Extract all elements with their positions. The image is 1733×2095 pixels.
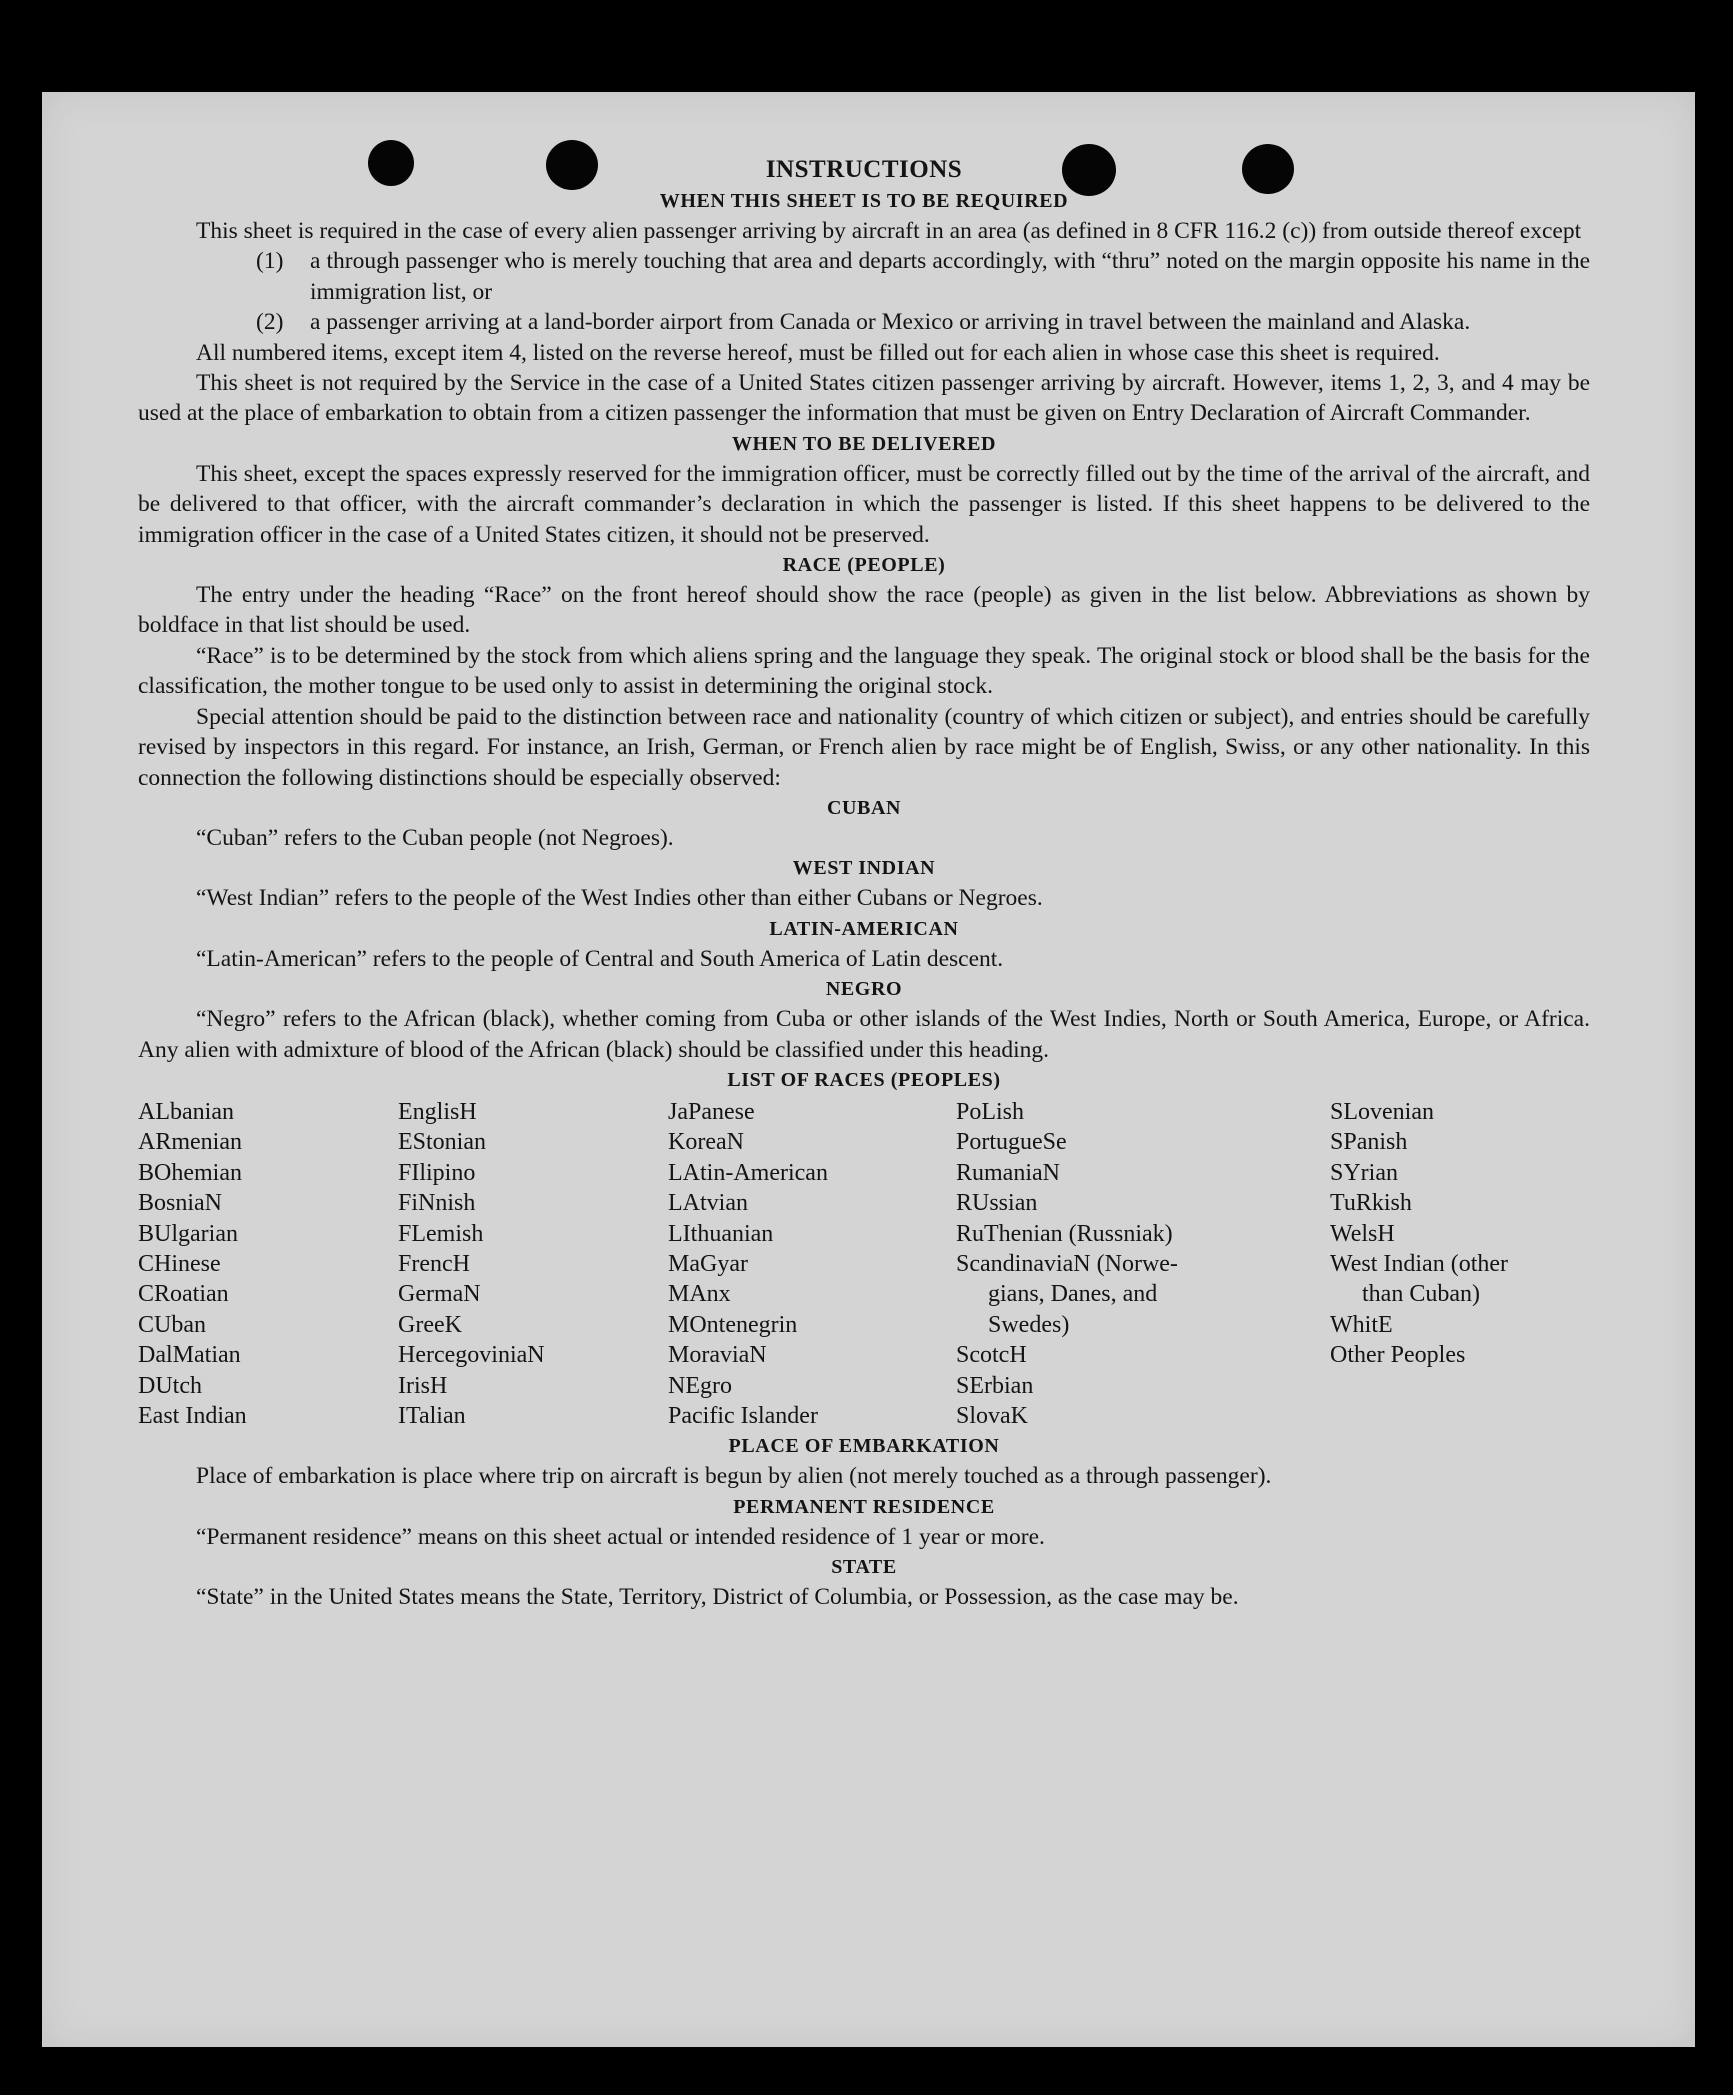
paragraph: “State” in the United States means the State, Territory, District of Columbia, or Possession, as the case may be. xyxy=(196,1584,1239,1611)
paragraph: This sheet, except the spaces expressly reserved for the immigration officer, must be correctly filled out by the time of the arrival of the aircraft, and be delivered to that officer, with the aircraft commander’s declaration in which the passenger is listed. If this sheet happens to be delivered to the immigration officer in the case of a United States citizen, it should not be preserved. xyxy=(138,460,1590,548)
document-page xyxy=(42,92,1695,2047)
section-heading-permanent-residence: PERMANENT RESIDENCE xyxy=(733,1495,995,1518)
race-item: Other Peoples xyxy=(1330,1342,1466,1369)
section-heading-when-delivered: WHEN TO BE DELIVERED xyxy=(731,432,997,455)
section-heading-race: RACE (PEOPLE) xyxy=(782,554,946,577)
race-item: LIthuanian xyxy=(668,1220,774,1247)
section-heading-latin-american: LATIN-AMERICAN xyxy=(769,917,959,940)
race-item: ALbanian xyxy=(138,1098,234,1125)
race-item: BUlgarian xyxy=(138,1220,238,1247)
race-item: GermaN xyxy=(398,1281,481,1308)
race-item-continued: than Cuban) xyxy=(1362,1281,1480,1308)
race-item: WelsH xyxy=(1330,1220,1395,1247)
item-number: (1) xyxy=(256,248,284,275)
race-item: ScandinaviaN (Norwe- xyxy=(956,1250,1178,1277)
section-heading-embarkation: PLACE OF EMBARKATION xyxy=(728,1435,1000,1458)
race-item: West Indian (other xyxy=(1330,1250,1509,1277)
race-item-continued: Swedes) xyxy=(988,1311,1070,1338)
race-item: MaGyar xyxy=(668,1250,748,1277)
race-item: DUtch xyxy=(138,1372,202,1399)
race-item: TuRkish xyxy=(1330,1190,1412,1217)
instructions-content xyxy=(138,154,1590,1613)
item-text: a through passenger who is merely touching that area and departs accordingly, with “thru” noted on the margin opposite his name in the immigration list, or xyxy=(310,248,1590,305)
race-item: CRoatian xyxy=(138,1281,229,1308)
race-item: CUban xyxy=(138,1311,206,1338)
races-column xyxy=(956,1097,1330,1431)
race-item: SYrian xyxy=(1330,1159,1398,1186)
race-item: CHinese xyxy=(138,1250,221,1277)
race-item: ARmenian xyxy=(138,1129,242,1156)
race-item: WhitE xyxy=(1330,1311,1393,1338)
race-item: SPanish xyxy=(1330,1129,1408,1156)
race-item: RUssian xyxy=(956,1190,1038,1217)
document-title: INSTRUCTIONS xyxy=(765,156,963,183)
race-item: FrencH xyxy=(398,1250,470,1277)
list-item xyxy=(256,307,1590,337)
race-item: IrisH xyxy=(398,1372,448,1399)
races-list xyxy=(138,1097,1590,1431)
race-item: PortugueSe xyxy=(956,1129,1067,1156)
race-item: JaPanese xyxy=(668,1098,755,1125)
race-item-continued: gians, Danes, and xyxy=(988,1281,1158,1308)
race-item: KoreaN xyxy=(668,1129,744,1156)
race-item: MOntenegrin xyxy=(668,1311,798,1338)
race-item: SLovenian xyxy=(1330,1098,1434,1125)
race-item: NEgro xyxy=(668,1372,732,1399)
races-column xyxy=(1330,1097,1590,1431)
race-item: PoLish xyxy=(956,1098,1025,1125)
race-item: GreeK xyxy=(398,1311,462,1338)
paragraph: “Latin-American” refers to the people of Central and South America of Latin descent. xyxy=(196,945,1004,972)
race-item: LAtvian xyxy=(668,1190,748,1217)
races-column xyxy=(668,1097,956,1431)
race-item: MoraviaN xyxy=(668,1342,767,1369)
paragraph: All numbered items, except item 4, listed on the reverse hereof, must be filled out for each alien in whose case this sheet is required. xyxy=(196,339,1440,366)
race-item: Pacific Islander xyxy=(668,1403,818,1429)
section-heading-list-of-races: LIST OF RACES (PEOPLES) xyxy=(727,1068,1001,1091)
item-number: (2) xyxy=(256,309,284,336)
race-item: EStonian xyxy=(398,1129,486,1156)
race-item: SErbian xyxy=(956,1372,1034,1399)
races-column xyxy=(138,1097,398,1431)
race-item: HercegoviniaN xyxy=(398,1342,545,1369)
section-heading-cuban: CUBAN xyxy=(826,796,902,819)
paragraph: “Cuban” refers to the Cuban people (not Negroes). xyxy=(196,824,674,851)
paragraph: This sheet is not required by the Service in the case of a United States citizen passenger arriving by aircraft. However, items 1, 2, 3, and 4 may be used at the place of embarkation to obtain from a citizen passenger the information that must be given on Entry Declaration of Aircraft Commander. xyxy=(138,370,1590,427)
race-item: BOhemian xyxy=(138,1159,242,1186)
section-heading-state: STATE xyxy=(831,1556,897,1579)
list-item xyxy=(256,246,1590,307)
section-heading-negro: NEGRO xyxy=(825,978,903,1001)
race-item: BosniaN xyxy=(138,1190,222,1217)
race-item: DalMatian xyxy=(138,1342,241,1369)
paragraph: This sheet is required in the case of every alien passenger arriving by aircraft in an area (as defined in 8 CFR 116.2 (c)) from outside thereof except xyxy=(196,218,1582,244)
paragraph: The entry under the heading “Race” on the front hereof should show the race (people) as given in the list below. Abbreviations as shown by boldface in that list should be used. xyxy=(138,582,1590,639)
paragraph: Place of embarkation is place where trip on aircraft is begun by alien (not merely touched as a through passenger). xyxy=(196,1463,1272,1490)
paragraph: “West Indian” refers to the people of the West Indies other than either Cubans or Negroes. xyxy=(196,885,1043,912)
race-item: ScotcH xyxy=(956,1342,1027,1369)
item-text: a passenger arriving at a land-border airport from Canada or Mexico or arriving in travel between the mainland and Alaska. xyxy=(310,309,1471,336)
paragraph: “Permanent residence” means on this sheet actual or intended residence of 1 year or more. xyxy=(196,1523,1045,1550)
race-item: RumaniaN xyxy=(956,1159,1060,1186)
race-item: FLemish xyxy=(398,1220,484,1247)
race-item: EnglisH xyxy=(398,1098,477,1125)
race-item: MAnx xyxy=(668,1281,731,1308)
section-heading-west-indian: WEST INDIAN xyxy=(792,857,936,880)
races-column xyxy=(398,1097,668,1431)
paragraph: Special attention should be paid to the distinction between race and nationality (country of which citizen or subject), and entries should be carefully revised by inspectors in this regard. For instance, an Irish, German, or French alien by race might be of English, Swiss, or any other nationality. In this connection the following distinctions should be especially observed: xyxy=(138,703,1590,791)
race-item: East Indian xyxy=(138,1403,247,1429)
race-item: FIlipino xyxy=(398,1159,476,1186)
paragraph: “Negro” refers to the African (black), whether coming from Cuba or other islands of the West Indies, North or South America, Europe, or Africa. Any alien with admixture of blood of the African (black) should be classified under this heading. xyxy=(138,1006,1590,1063)
race-item: RuThenian (Russniak) xyxy=(956,1220,1173,1247)
race-item: LAtin-American xyxy=(668,1159,828,1186)
race-item: ITalian xyxy=(398,1403,466,1429)
paragraph: “Race” is to be determined by the stock from which aliens spring and the language they speak. The original stock or blood shall be the basis for the classification, the mother tongue to be used only to assist in determining the original stock. xyxy=(138,642,1590,700)
section-heading-when-required: WHEN THIS SHEET IS TO BE REQUIRED xyxy=(659,190,1069,212)
race-item: FiNnish xyxy=(398,1190,476,1217)
race-item: SlovaK xyxy=(956,1403,1028,1429)
